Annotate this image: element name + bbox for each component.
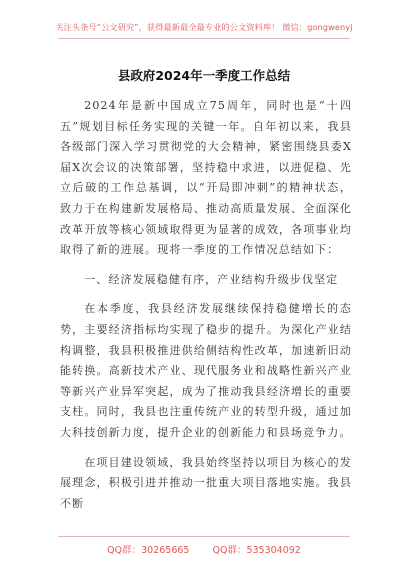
intro-paragraph: 2024年是新中国成立75周年，同时也是“十四五”规划目标任务实现的关键一年。自年初以来，我县各级部门深入学习贯彻党的大会精神，紧密围绕县委X届X次会议的决策部署，坚持稳中求进，以进促稳、先立后破的工作总基调，以“开局即冲刺”的精神状态，致力于在构建新发展格局、推动高质量发展、全面深化改革开放等核心领域取得更为显著的成效，各项事业均取得了新的进展。现将一季度的工作情况总结如下： xyxy=(60,99,352,257)
document-title: 县政府2024年一季度工作总结 xyxy=(117,68,291,83)
header-banner: 关注头条号“公文研究”，获得最新最全最专业的公文资料库！ 微信：gongwenyj xyxy=(55,22,353,32)
footer-qq-group-2: QQ群：535304092 xyxy=(212,545,301,556)
header-divider xyxy=(58,38,350,39)
footer-divider xyxy=(58,536,350,537)
document-body xyxy=(60,96,352,514)
footer-contact xyxy=(0,542,408,556)
page-footer xyxy=(0,536,408,556)
section-heading: 一、经济发展稳健有序，产业结构升级步伐坚定 xyxy=(84,272,339,286)
body-paragraph: 在项目建设领域，我县始终坚持以项目为核心的发展理念，积极引进并推动一批重大项目落地实施。我县不断 xyxy=(60,455,352,510)
footer-qq-group-1: QQ群：30265665 xyxy=(107,545,190,556)
body-paragraph: 在本季度，我县经济发展继续保持稳健增长的态势，主要经济指标均实现了稳步的提升。为深化产业结构调整，我县积极推进供给侧结构性改革，加速新旧动能转换。高新技术产业、现代服务业和战略性新兴产业等新兴产业异军突起，成为了推动我县经济增长的重要支柱。同时，我县也注重传统产业的转型升级，通过加大科技创新力度，提升企业的创新能力和县场竞争力。 xyxy=(60,302,352,439)
